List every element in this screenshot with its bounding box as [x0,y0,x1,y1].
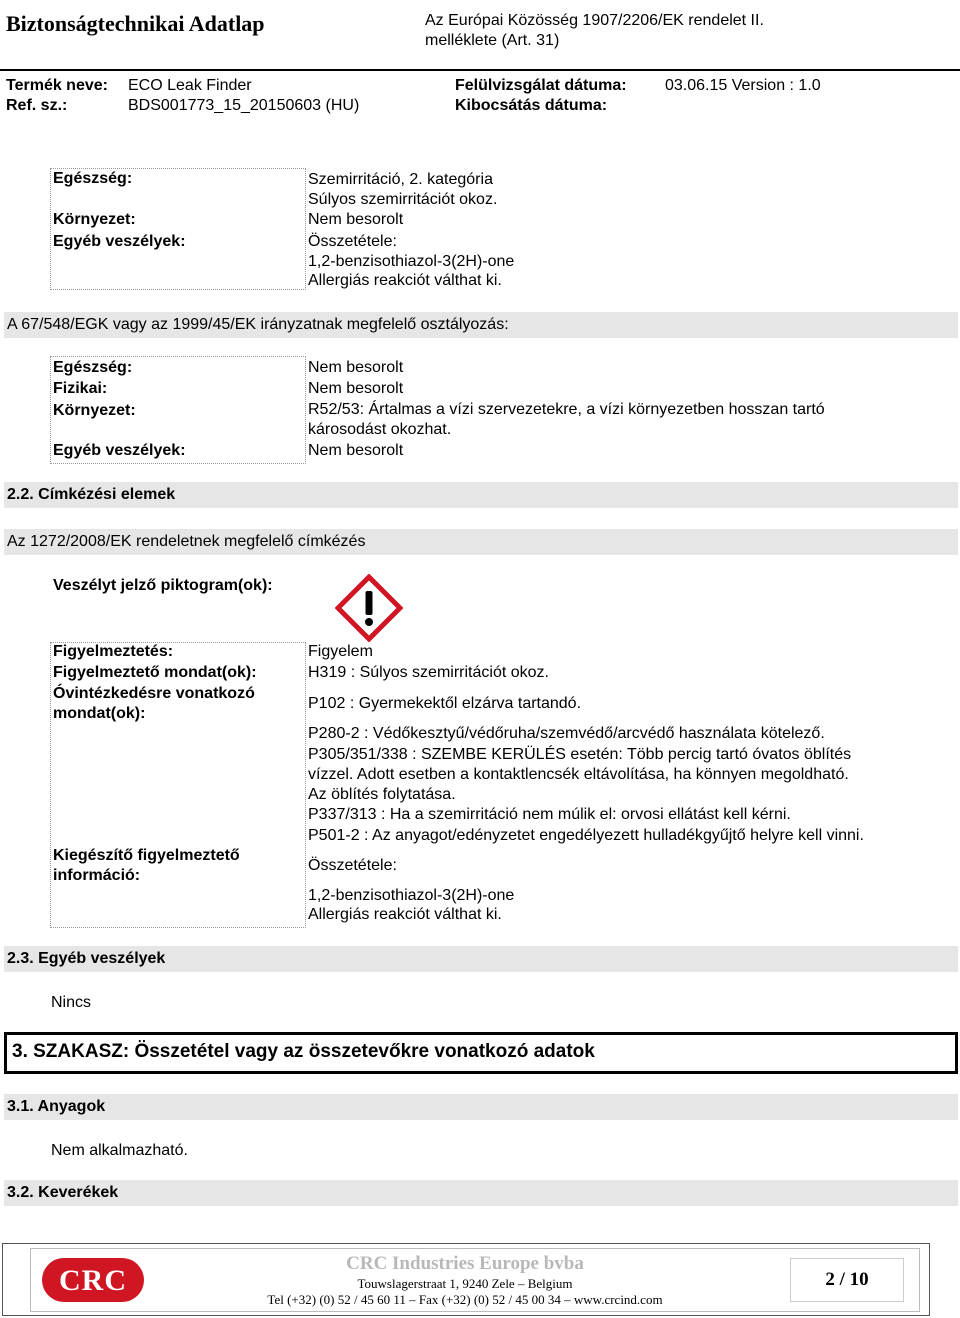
exclamation-mark-hazard-icon [335,574,403,642]
product-name-label: Termék neve: [6,77,108,94]
exclamation-bar [366,591,373,615]
header-rule [0,69,960,71]
precautionary-p337: P337/313 : Ha a szemirritáció nem múlik el: orvosi ellátást kell kérni. [308,806,791,823]
section-2-3-title: 2.3. Egyéb veszélyek [7,950,166,967]
section-3-2-bar [4,1180,958,1206]
composition-label: Összetétele: [308,857,397,874]
section-3-1-title: 3.1. Anyagok [7,1098,106,1115]
section-3-heading-box [4,1032,958,1074]
footer-contact: Tel (+32) (0) 52 / 45 60 11 – Fax (+32) (0) 52 / 45 00 34 – www.crcind.com [267,1292,663,1307]
section-2-3-bar [4,946,958,972]
precautionary-label-line-2: mondat(ok): [53,705,146,722]
clp-value-4: Összetétele: [308,233,397,250]
labelling-bar [4,529,958,555]
composition-value: 1,2-benzisothiazol-3(2H)-one [308,887,515,904]
precautionary-p305-line-3: Az öblítés folytatása. [308,786,456,803]
dsd-section-bar [4,312,958,338]
ref-label: Ref. sz.: [6,97,68,114]
dsd-value-2: Nem besorolt [308,380,404,397]
clp-environment-label: Környezet: [53,211,136,228]
footer-address: Touwslagerstraat 1, 9240 Zele – Belgium [357,1276,573,1291]
footer-company-name: CRC Industries Europe bvba [346,1253,584,1274]
precautionary-p305-line-1: P305/351/338 : SZEMBE KERÜLÉS esetén: Több percig tartó óvatos öblítés [308,746,852,763]
dsd-value-4: károsodást okozhat. [308,421,452,438]
dsd-value-1: Nem besorolt [308,359,404,376]
hazard-statement-h319: H319 : Súlyos szemirritációt okoz. [308,664,549,681]
clp-value-1: Szemirritáció, 2. kategória [308,171,493,188]
clp-other-label: Egyéb veszélyek: [53,233,186,250]
page-number-box [790,1258,904,1302]
dsd-other-label: Egyéb veszélyek: [53,442,186,459]
allergy-note: Allergiás reakciót válthat ki. [308,906,502,923]
ref-value: BDS001773_15_20150603 (HU) [128,97,360,114]
crc-logo-text: CRC [59,1264,127,1297]
regulation-line-2: melléklete (Art. 31) [425,32,560,49]
dsd-section-title: A 67/548/EGK vagy az 1999/45/EK irányzatnak megfelelő osztályozás: [7,316,509,333]
page-number: 2 / 10 [825,1269,869,1290]
regulation-reference [425,11,764,51]
issue-date-label: Kibocsátás dátuma: [455,97,608,114]
exclamation-dot [365,618,373,626]
revision-date-label: Felülvizsgálat dátuma: [455,77,627,94]
signal-word-value: Figyelem [308,643,373,660]
footer-address-block [250,1276,680,1308]
precautionary-p305-line-2: vízzel. Adott esetben a kontaktlencsék eltávolítása, ha könnyen megoldható. [308,766,849,783]
regulation-line-1: Az Európai Közösség 1907/2206/EK rendelet II. [425,12,764,29]
dsd-value-5: Nem besorolt [308,442,404,459]
labelling-title: Az 1272/2008/EK rendeletnek megfelelő címkézés [7,533,366,550]
clp-health-label: Egészség: [53,170,133,187]
section-3-2-title: 3.2. Keverékek [7,1184,119,1201]
clp-value-2: Súlyos szemirritációt okoz. [308,191,498,208]
precautionary-p501: P501-2 : Az anyagot/edényzetet engedélyezett hulladékgyűjtő helyre kell vinni. [308,827,864,844]
clp-value-6: Allergiás reakciót válthat ki. [308,272,502,289]
crc-logo [42,1258,144,1302]
product-name-value: ECO Leak Finder [128,77,252,94]
signal-word-label: Figyelmeztetés: [53,643,174,660]
section-3-title: 3. SZAKASZ: Összetétel vagy az összetevőkre vonatkozó adatok [12,1041,595,1062]
section-2-3-value: Nincs [51,994,92,1011]
precautionary-p102: P102 : Gyermekektől elzárva tartandó. [308,695,582,712]
clp-value-5: 1,2-benzisothiazol-3(2H)-one [308,253,515,270]
supplementary-label-line-1: Kiegészítő figyelmeztető [53,847,240,864]
document-title: Biztonságtechnikai Adatlap [6,11,265,36]
precautionary-p280: P280-2 : Védőkesztyű/védőruha/szemvédő/arcvédő használata kötelező. [308,725,825,742]
supplementary-label-line-2: információ: [53,867,141,884]
dsd-environment-label: Környezet: [53,402,136,419]
section-3-1-value: Nem alkalmazható. [51,1142,188,1159]
section-2-2-title: 2.2. Címkézési elemek [7,486,176,503]
dsd-value-3: R52/53: Ártalmas a vízi szervezetekre, a vízi környezetben hosszan tartó [308,401,825,418]
section-2-2-bar [4,482,958,508]
revision-date-value: 03.06.15 Version : 1.0 [665,77,821,94]
dsd-health-label: Egészség: [53,359,133,376]
dsd-physical-label: Fizikai: [53,380,108,397]
precautionary-label-line-1: Óvintézkedésre vonatkozó [53,685,255,702]
clp-value-3: Nem besorolt [308,211,404,228]
pictogram-label: Veszélyt jelző piktogram(ok): [53,577,273,594]
hazard-statements-label: Figyelmeztető mondat(ok): [53,664,257,681]
section-3-1-bar [4,1094,958,1120]
